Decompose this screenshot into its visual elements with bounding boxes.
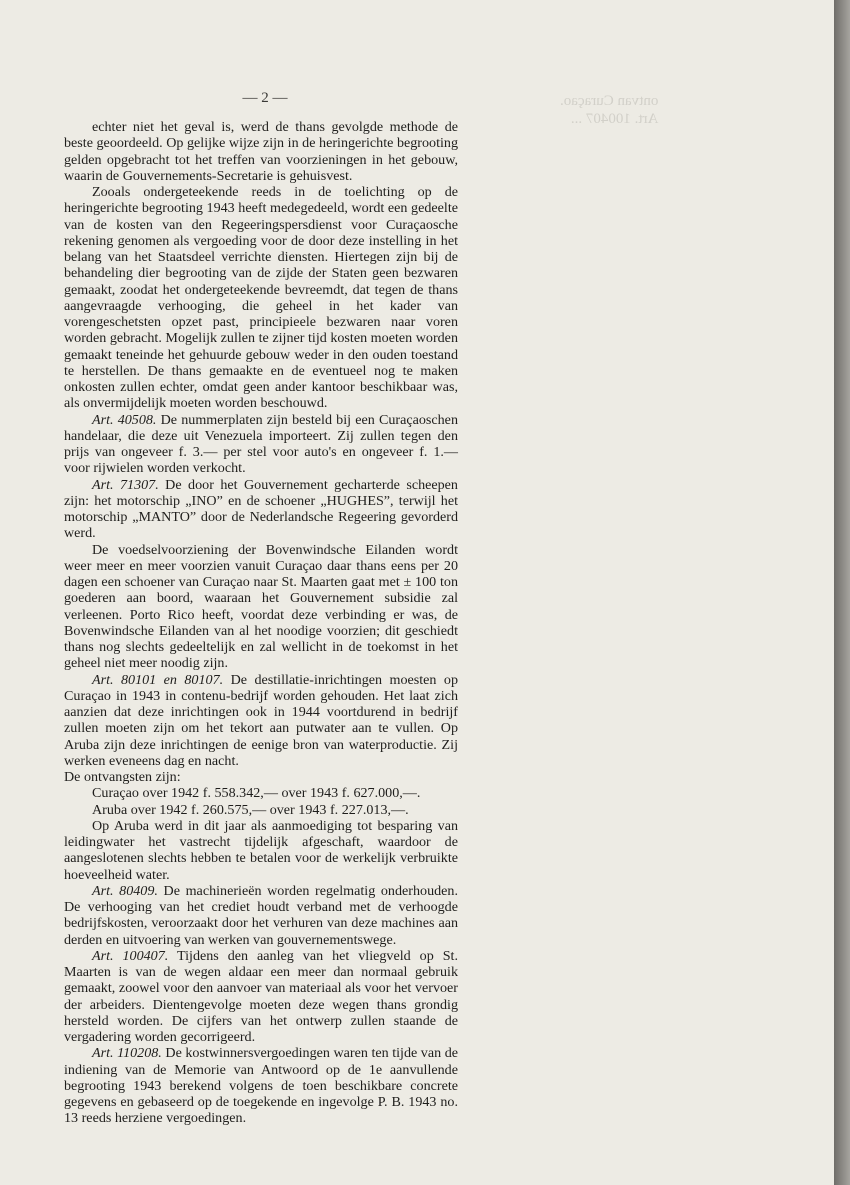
article-number: Art. 110208. xyxy=(92,1045,162,1062)
paragraph xyxy=(64,818,458,883)
paragraph xyxy=(64,769,458,785)
paragraph xyxy=(64,542,458,672)
paragraph-text: Zooals ondergeteekende reeds in de toelichting op de heringerichte begrooting 1943 heeft medegedeeld, wordt een gedeelte van de kosten van den Regeeringspersdienst voor Curaçaosche rekening genomen als vergoeding voor de door deze instelling in het belang van het Staatsdeel verrichte diensten. Hiertegen zijn bij de behandeling dier begrooting van de zijde der Staten geen bezwaren gemaakt, zoodat het ondergeteekende bevreemdt, dat tegen de thans aangevraagde verhooging, die geheel in het kader van vorengeschetsten opzet past, principieele bezwaren naar voren worden gebracht. Mogelijk zullen te zijner tijd kosten moeten worden gemaakt teneinde het gehuurde gebouw weder in den ouden toestand te herstellen. De thans gemaakte en de eventueel nog te maken onkosten zullen echter, omdat geen ander kantoor beschikbaar was, als onvermijdelijk moeten worden beschouwd. xyxy=(64,184,458,412)
paragraph xyxy=(64,477,458,542)
amount-line xyxy=(64,802,458,818)
bleed-through-text: ontvan Curaçao. Art. 100407 ... xyxy=(560,93,659,127)
paragraph xyxy=(64,1045,458,1126)
paragraph-text: De destillatie-inrichtingen moesten op Curaçao in 1943 in contenu-bedrijf worden gehouden. Het laat zich aanzien dat deze inrichtingen ook in 1944 voortdurend in bedrijf zullen moeten zijn om het tekort aan putwater aan te vullen. Op Aruba zijn deze inrichtingen de eenige bron van waterproductie. Zij werken eveneens dag en nacht. xyxy=(64,671,458,769)
paragraph xyxy=(64,119,458,184)
article-number: Art. 80409. xyxy=(92,882,158,899)
paragraph-text: Aruba over 1942 f. 260.575,— over 1943 f. 227.013,—. xyxy=(92,801,409,818)
article-number: Art. 80101 en 80107. xyxy=(92,671,224,688)
paragraph xyxy=(64,883,458,948)
paragraph-text: De machinerieën worden regelmatig onderhouden. De verhooging van het crediet houdt verband met de verhoogde bedrijfskosten, veroorzaakt door het verhuren van deze machines aan derden en uitvoering van werken van gouvernementswege. xyxy=(64,882,458,948)
article-number: Art. 71307. xyxy=(92,476,159,493)
paragraph-text: De voedselvoorziening der Bovenwindsche Eilanden wordt weer meer en meer voorzien vanuit Curaçao daar thans eens per 20 dagen een schoener van Curaçao naar St. Maarten gaat met ± 100 ton goederen aan boord, waaraan het Gouvernement subsidie zal verleenen. Porto Rico heeft, voordat deze verbinding er was, de Bovenwindsche Eilanden van al het noodige voorzien; dit geschiedt thans nog slechts gedeeltelijk en zal wellicht in de toekomst in het geheel niet meer noodig zijn. xyxy=(64,541,458,672)
page-edge xyxy=(834,0,850,1185)
paragraph-text: echter niet het geval is, werd de thans gevolgde methode de beste geoordeeld. Op gelijke wijze zijn in de heringerichte begrooting gelden opgebracht tot het treffen van voorzieningen in het gebouw, waarin de Gouvernements-Secretarie is gehuisvest. xyxy=(64,119,458,184)
paragraph xyxy=(64,184,458,412)
article-number: Art. 100407. xyxy=(92,947,169,964)
paragraph-text: De door het Gouvernement gecharterde scheepen zijn: het motorschip „INO” en de schoener „HUGHES”, terwijl het motorschip „MANTO” door de Nederlandsche Regeering gevorderd werd. xyxy=(64,476,458,542)
paragraph-text: De kostwinnersvergoedingen waren ten tijde van de indiening van de Memorie van Antwoord op de 1e aanvullende begrooting 1943 berekend volgens de toen beschikbare concrete gegevens en gebaseerd op de toegekende en ingevolge P. B. 1943 no. 13 reeds herziene vergoedingen. xyxy=(64,1045,458,1127)
paragraph-text: Op Aruba werd in dit jaar als aanmoediging tot besparing van leidingwater het vastrecht tijdelijk afgeschaft, waardoor de aangeslotenen slechts hebben te betalen voor de werkelijk verbruikte hoeveelheid water. xyxy=(64,817,458,883)
paragraph xyxy=(64,672,458,770)
paragraph-text: Curaçao over 1942 f. 558.342,— over 1943 f. 627.000,—. xyxy=(92,785,421,802)
paragraph xyxy=(64,948,458,1046)
paragraph-text: Tijdens den aanleg van het vliegveld op St. Maarten is van de wegen aldaar een meer dan normaal gebruik gemaakt, zoowel voor den aanvoer van materiaal als voor het vervoer der arbeiders. Dientengevolge moeten deze wegen thans grondig hersteld worden. De cijfers van het ontwerp zullen staande de vergadering worden gecorrigeerd. xyxy=(64,947,458,1045)
paragraph xyxy=(64,412,458,477)
paragraph-text: De nummerplaten zijn besteld bij een Curaçaoschen handelaar, die deze uit Venezuela importeert. Zij zullen tegen den prijs van ongeveer f. 3.— per stel voor auto's en ongeveer f. 1.— voor rijwielen worden verkocht. xyxy=(64,411,458,477)
page-number: — 2 — xyxy=(242,90,288,106)
amount-line xyxy=(64,785,458,801)
body-text xyxy=(64,119,458,1127)
paragraph-text: De ontvangsten zijn: xyxy=(64,769,181,785)
article-number: Art. 40508. xyxy=(92,411,157,428)
